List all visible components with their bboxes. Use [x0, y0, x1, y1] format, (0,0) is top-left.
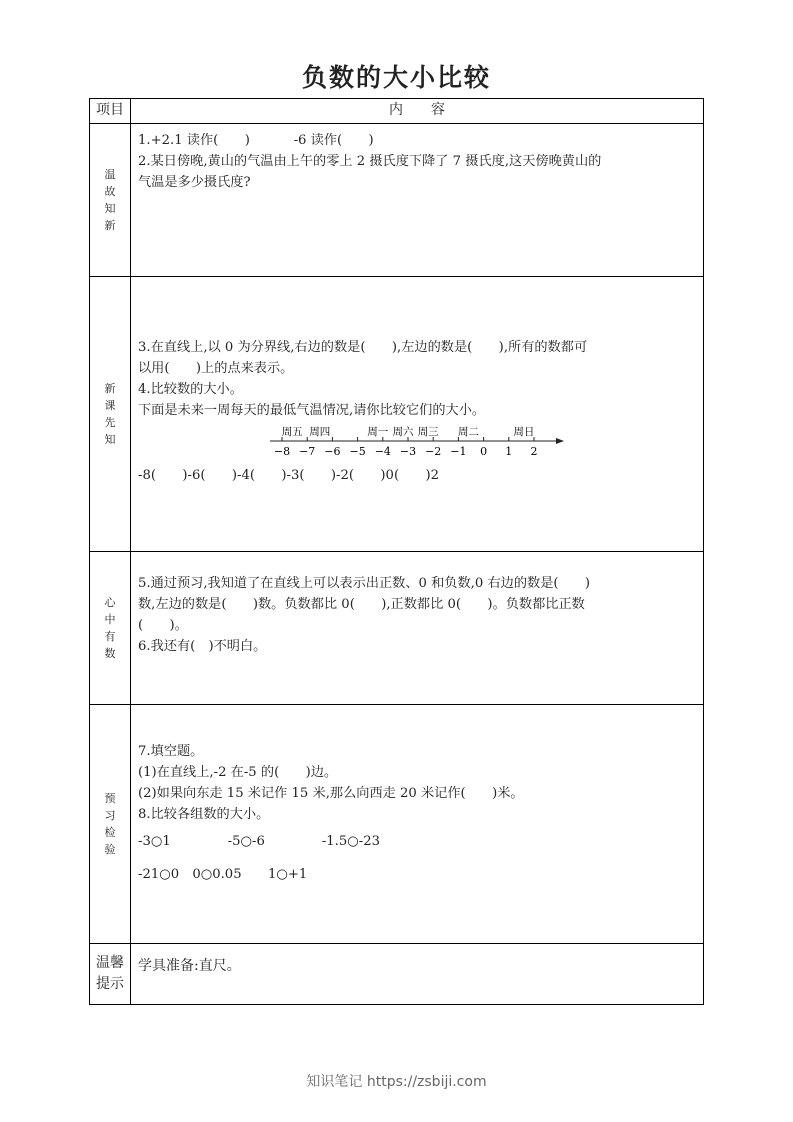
- number-line-day-label: 周日: [513, 426, 535, 438]
- section-preview: [90, 277, 704, 552]
- section-label: 预习检验: [104, 792, 116, 856]
- section-label: 温馨提示: [96, 955, 124, 992]
- worksheet-table: [89, 98, 704, 1005]
- question-line: 2.某日傍晚,黄山的气温由上午的零上 2 摄氏度下降了 7 摄氏度,这天傍晚黄山的: [138, 154, 602, 169]
- question-line: ( )。: [138, 618, 188, 633]
- number-line-tick-label: −6: [324, 445, 341, 458]
- question-line: 下面是未来一周每天的最低气温情况,请你比较它们的大小。: [138, 403, 486, 418]
- number-line-day-label: 周三: [417, 426, 439, 438]
- question-line: 气温是多少摄氏度?: [138, 175, 251, 190]
- question-line: (1)在直线上,-2 在-5 的( )边。: [138, 765, 338, 780]
- number-line-day-label: 周一: [367, 426, 389, 438]
- header-item: 项目: [90, 99, 131, 124]
- number-line-tick-label: −8: [273, 445, 291, 458]
- number-line-day-label: 周四: [309, 426, 331, 438]
- section-content: [131, 944, 704, 1005]
- section-content: [131, 124, 704, 277]
- number-line-tick-label: −2: [425, 445, 442, 458]
- section-review: [90, 124, 704, 277]
- header-content: 内 容: [131, 99, 704, 124]
- number-line-tick-label: 2: [530, 445, 538, 458]
- question-line: 1.+2.1 读作( ) -6 读作( ): [138, 133, 374, 148]
- number-line-tick-label: −5: [349, 445, 366, 458]
- number-line-arrow: [556, 438, 564, 444]
- footer-source: 知识笔记 https://zsbiji.com: [306, 1074, 487, 1090]
- number-line-day-label: 周二: [457, 426, 479, 438]
- number-line-tick-label: −3: [399, 445, 417, 458]
- section-label: 温故知新: [104, 168, 116, 232]
- number-line-tick-label: −1: [450, 445, 467, 458]
- question-line: 数,左边的数是( )数。负数都比 0( ),正数都比 0( )。负数都比正数: [138, 597, 585, 612]
- section-label: 新课先知: [104, 382, 116, 446]
- question-line: (2)如果向东走 15 米记作 15 米,那么向西走 20 米记作( )米。: [138, 786, 524, 801]
- number-line-tick-label: 0: [480, 445, 488, 458]
- number-line-tick-label: −4: [374, 445, 391, 458]
- section-self-check: [90, 552, 704, 705]
- compare-line: -21○0 0○0.05 1○+1: [138, 867, 308, 882]
- section-test: [90, 705, 704, 944]
- question-line: 8.比较各组数的大小。: [138, 807, 270, 822]
- section-label: 心中有数: [104, 596, 116, 660]
- section-content: [131, 277, 704, 552]
- compare-line: -8( )-6( )-4( )-3( )-2( )0( )2: [138, 468, 439, 483]
- compare-line: -3○1 -5○-6 -1.5○-23: [138, 834, 380, 849]
- page-title: 负数的大小比较: [301, 63, 491, 92]
- question-line: 3.在直线上,以 0 为分界线,右边的数是( ),左边的数是( ),所有的数都可: [138, 340, 588, 355]
- number-line-tick-label: −7: [299, 445, 316, 458]
- question-line: 以用( )上的点来表示。: [138, 361, 294, 376]
- question-line: 6.我还有( )不明白。: [138, 639, 267, 654]
- tip-line: 学具准备:直尺。: [138, 958, 241, 974]
- question-line: 4.比较数的大小。: [138, 382, 243, 397]
- number-line-day-label: 周五: [281, 426, 303, 438]
- number-line: [266, 425, 566, 459]
- question-line: 5.通过预习,我知道了在直线上可以表示出正数、0 和负数,0 右边的数是( ): [138, 576, 591, 591]
- section-tips: [90, 944, 704, 1005]
- header-row: [90, 99, 704, 124]
- section-content: [131, 705, 704, 944]
- question-line: 7.填空题。: [138, 744, 204, 759]
- number-line-day-label: 周六: [392, 426, 414, 438]
- section-content: [131, 552, 704, 705]
- number-line-tick-label: 1: [505, 445, 513, 458]
